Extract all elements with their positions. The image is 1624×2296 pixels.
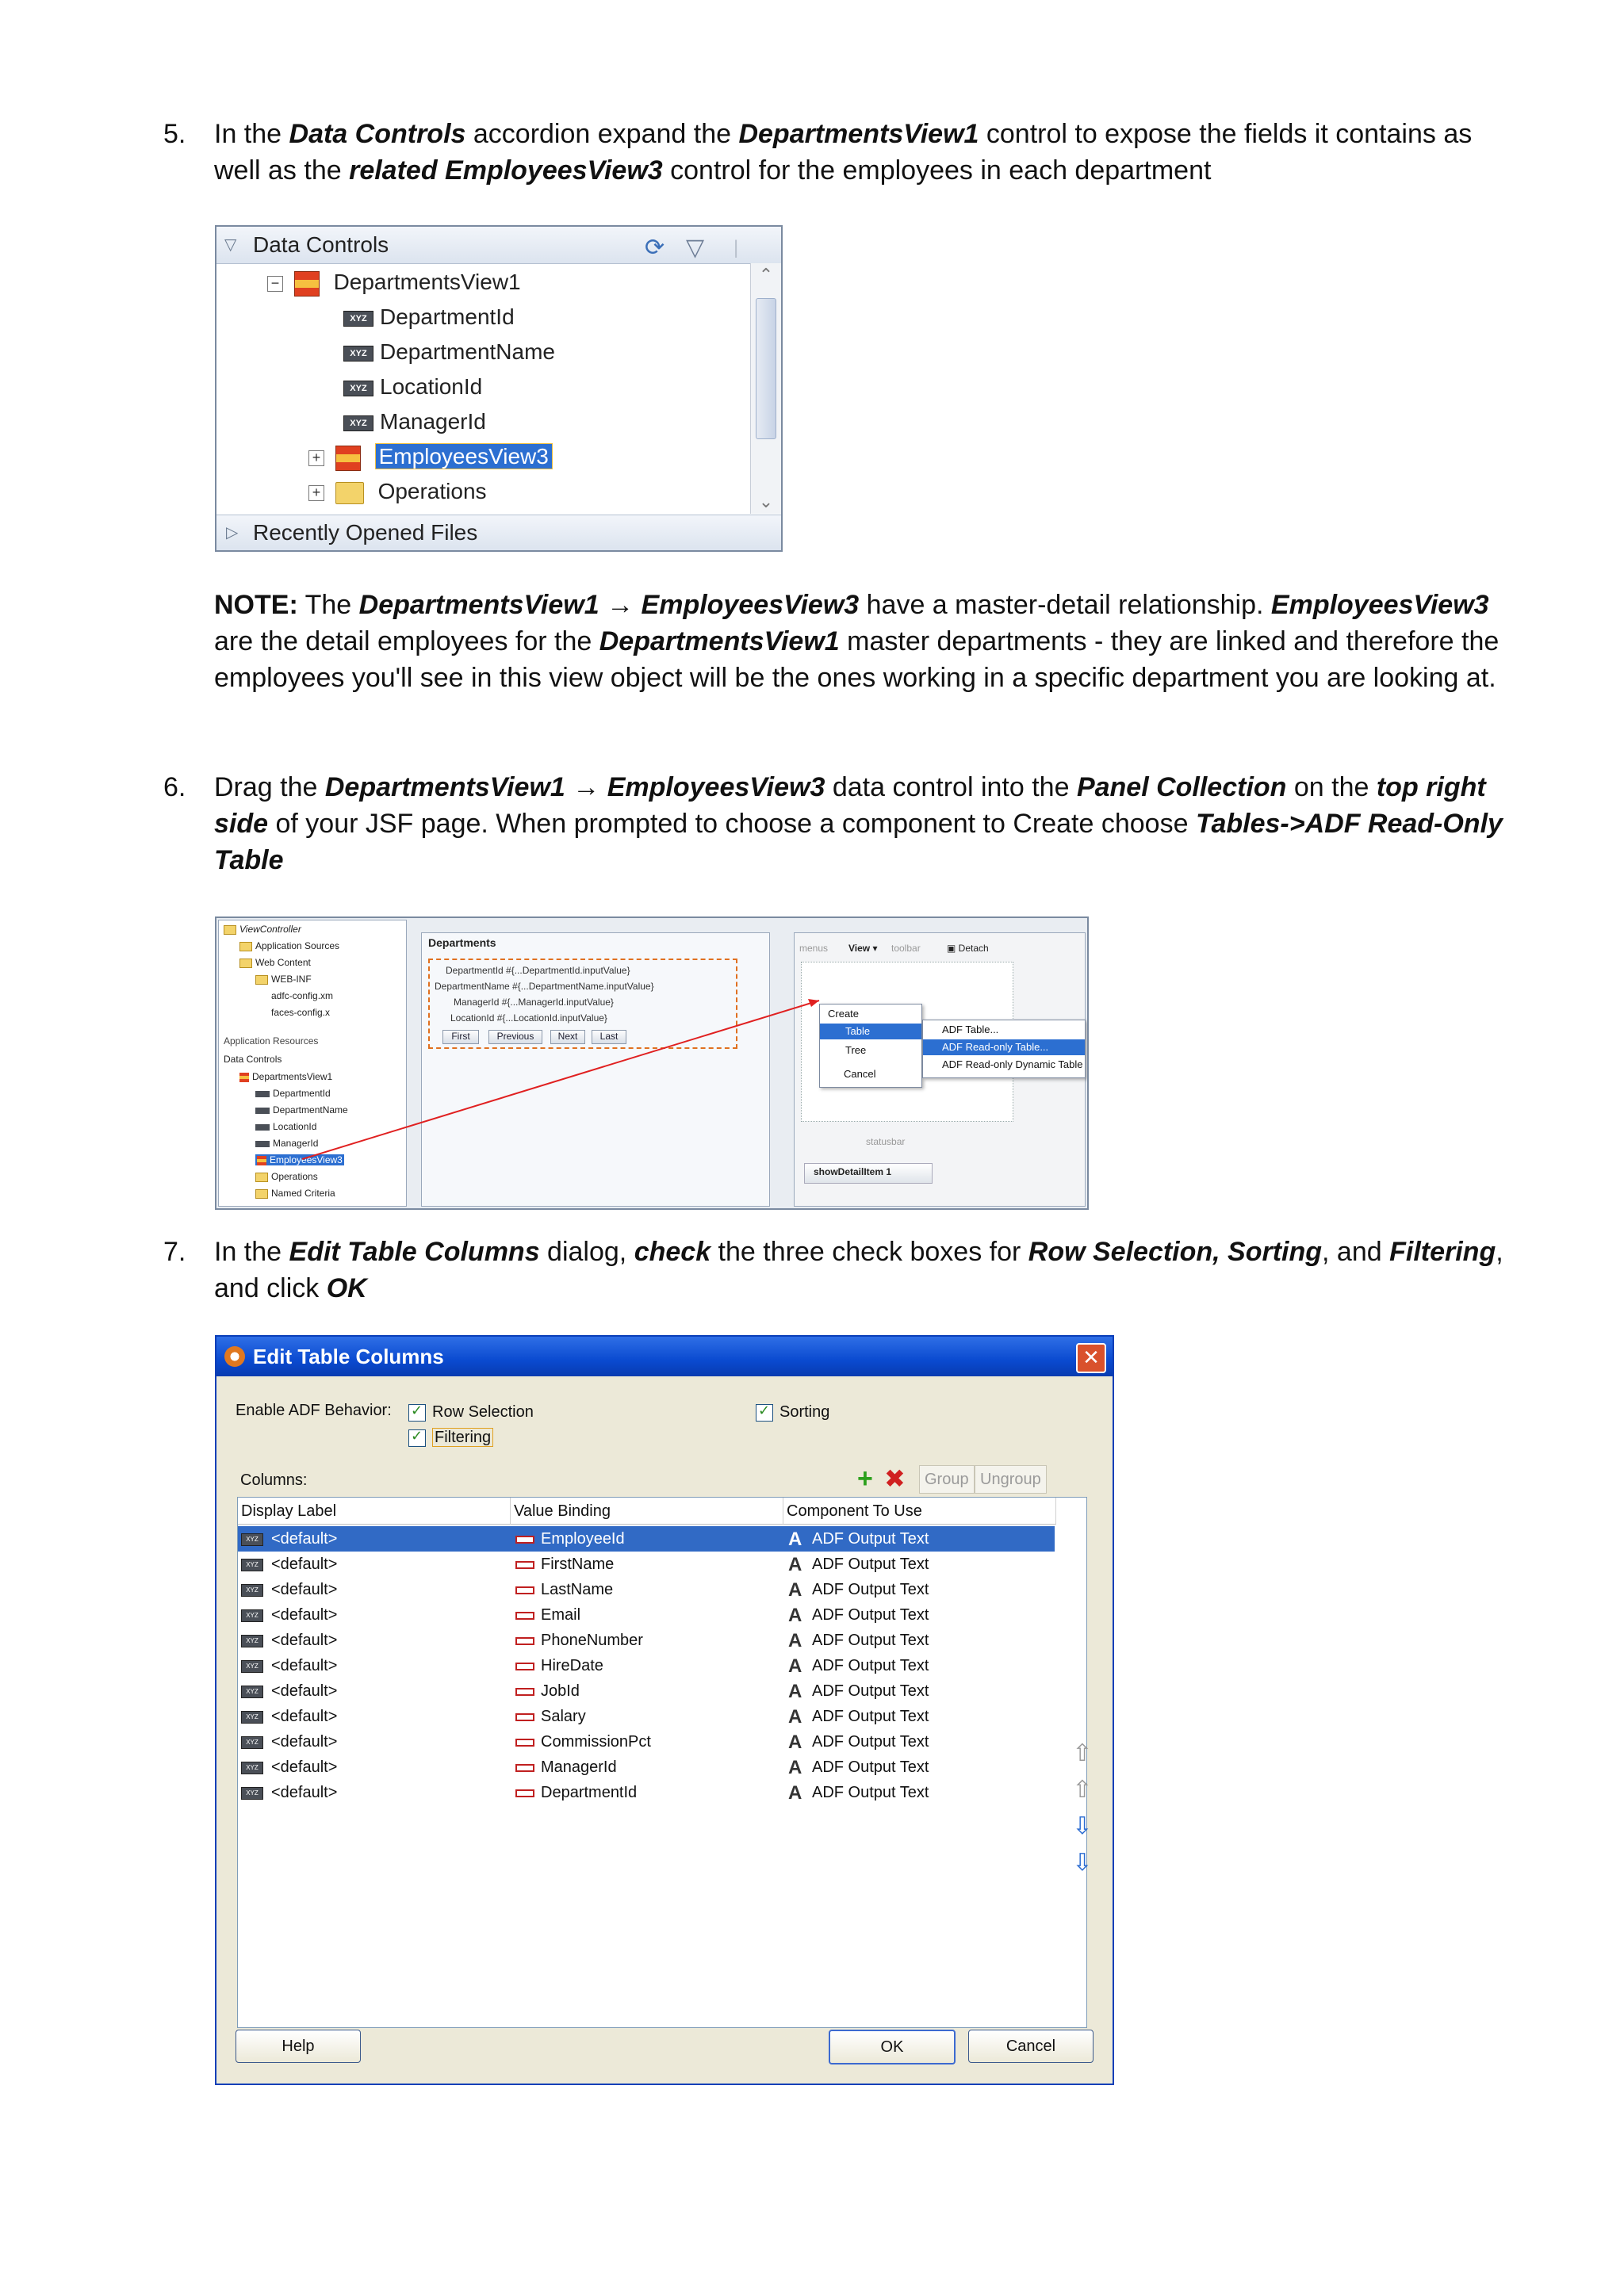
component-cell[interactable]: A ADF Output Text — [788, 1604, 929, 1626]
table-row[interactable] — [238, 1552, 1055, 1577]
filter-icon[interactable]: ▽ — [686, 235, 705, 261]
table-row[interactable] — [238, 1678, 1055, 1704]
attribute-icon: XYZ — [241, 1584, 263, 1597]
view-object-icon — [335, 446, 361, 471]
java-cup-icon — [224, 1346, 245, 1367]
previous-button[interactable]: Previous — [488, 1030, 542, 1044]
display-label-cell[interactable]: XYZ <default> — [241, 1704, 337, 1729]
attribute-icon: XYZ — [241, 1787, 263, 1800]
toolbar-facet[interactable]: toolbar — [891, 943, 921, 954]
output-text-icon: A — [788, 1655, 802, 1677]
binding-icon — [515, 1789, 534, 1797]
step-text: In the Edit Table Columns dialog, check the three check boxes for Row Selection, Sorting, and Filtering, and click OK — [214, 1237, 1503, 1303]
menu-item-adf-read-only-dynamic-table[interactable]: ADF Read-only Dynamic Table — [942, 1058, 1083, 1070]
binding-icon — [515, 1739, 534, 1747]
form-row: LocationId #{...LocationId.inputValue} — [450, 1012, 607, 1024]
display-label-cell[interactable]: XYZ <default> — [241, 1678, 337, 1704]
menu-item-tree[interactable]: Tree — [845, 1044, 867, 1056]
menu-item-adf-table[interactable]: ADF Table... — [942, 1024, 999, 1035]
step-6 — [163, 769, 1511, 878]
nav-node-web-inf[interactable]: WEB-INF — [255, 974, 312, 985]
checkbox-checked-icon[interactable] — [408, 1404, 426, 1422]
binding-icon — [515, 1561, 534, 1569]
collapse-triangle-icon[interactable]: ▽ — [224, 236, 237, 254]
menu-item-adf-read-only-table[interactable]: ADF Read-only Table... — [923, 1039, 1085, 1055]
departments-form-title: Departments — [428, 936, 496, 949]
nav-node-viewcontroller[interactable]: ViewController — [224, 924, 301, 935]
statusbar-facet: statusbar — [866, 1136, 906, 1147]
tree-node-field[interactable]: XYZ DepartmentName — [343, 336, 555, 368]
edit-table-columns-dialog — [215, 1335, 1114, 2085]
output-text-icon: A — [788, 1578, 802, 1601]
sorting-checkbox[interactable]: ✓ Sorting — [756, 1403, 829, 1422]
data-controls-tree — [216, 263, 749, 514]
value-binding-cell[interactable]: DepartmentId — [515, 1780, 637, 1805]
component-cell[interactable]: A ADF Output Text — [788, 1731, 929, 1753]
display-label-cell[interactable]: XYZ <default> — [241, 1577, 337, 1602]
move-up-icon[interactable]: ⇧ — [1072, 1777, 1093, 1803]
value-binding-cell[interactable]: Salary — [515, 1704, 586, 1729]
first-button[interactable]: First — [442, 1030, 479, 1044]
step-7 — [163, 1234, 1511, 1307]
nav-node-app-sources[interactable]: Application Sources — [239, 940, 339, 951]
attribute-icon: XYZ — [241, 1762, 263, 1774]
attribute-icon: XYZ — [241, 1559, 263, 1571]
component-cell[interactable]: A ADF Output Text — [788, 1781, 929, 1804]
move-to-top-icon[interactable]: ⇧ — [1072, 1740, 1093, 1766]
tree-node-field[interactable]: XYZ DepartmentId — [343, 301, 515, 333]
component-cell[interactable]: A ADF Output Text — [788, 1629, 929, 1651]
nav-node-field[interactable]: ManagerId — [255, 1138, 318, 1149]
data-controls-screenshot — [215, 225, 783, 552]
nav-node-field[interactable]: DepartmentName — [255, 1104, 348, 1115]
form-row: ManagerId #{...ManagerId.inputValue} — [454, 997, 614, 1008]
expand-icon[interactable]: + — [308, 450, 324, 466]
nav-node-field[interactable]: DepartmentId — [255, 1088, 331, 1099]
component-cell[interactable]: A ADF Output Text — [788, 1705, 929, 1728]
attribute-icon: XYZ — [241, 1635, 263, 1647]
output-text-icon: A — [788, 1528, 802, 1550]
table-row[interactable] — [238, 1577, 1055, 1602]
tree-node-operations[interactable]: + Operations — [308, 476, 487, 507]
output-text-icon: A — [788, 1680, 802, 1702]
binding-icon — [515, 1586, 534, 1594]
nav-node-operations[interactable]: Operations — [255, 1171, 318, 1182]
menu-item-table[interactable]: Table — [820, 1024, 921, 1039]
next-button[interactable]: Next — [550, 1030, 585, 1044]
value-binding-cell[interactable]: CommissionPct — [515, 1729, 651, 1755]
drag-drop-screenshot — [215, 916, 1089, 1210]
view-menu[interactable]: View ▾ — [848, 943, 878, 954]
nav-node-named-criteria[interactable]: Named Criteria — [255, 1188, 335, 1199]
table-row[interactable] — [238, 1602, 1055, 1628]
ok-button[interactable]: OK — [829, 2030, 956, 2064]
component-cell[interactable]: A ADF Output Text — [788, 1553, 929, 1575]
binding-icon — [515, 1536, 534, 1544]
output-text-icon: A — [788, 1731, 802, 1753]
tree-node-field[interactable]: XYZ ManagerId — [343, 406, 486, 438]
output-text-icon: A — [788, 1629, 802, 1651]
note-text: NOTE: The DepartmentsView1 → EmployeesView3 have a master-detail relationship. EmployeesView3 are the detail employees for the DepartmentsView1 master departments - they are linked and therefore the employees you'll see in this view object will be the ones working in a specific department you are looking at. — [214, 590, 1500, 693]
filtering-checkbox[interactable]: ✓Filtering — [408, 1429, 493, 1447]
value-binding-cell[interactable]: Email — [515, 1602, 580, 1628]
output-text-icon: A — [788, 1781, 802, 1804]
binding-icon — [515, 1612, 534, 1620]
attribute-icon: XYZ — [241, 1711, 263, 1724]
nav-app-resources-header[interactable]: Application Resources — [224, 1035, 319, 1047]
component-cell[interactable]: A ADF Output Text — [788, 1655, 929, 1677]
attribute-icon: XYZ — [241, 1686, 263, 1698]
menus-facet[interactable]: menus — [799, 943, 829, 954]
step-number: 5. — [163, 119, 186, 149]
display-label-cell[interactable]: XYZ <default> — [241, 1755, 337, 1780]
data-controls-header[interactable] — [216, 227, 781, 264]
attribute-icon: XYZ — [343, 311, 373, 327]
display-label-cell[interactable]: XYZ <default> — [241, 1602, 337, 1628]
ungroup-button[interactable]: Ungroup — [975, 1465, 1047, 1494]
recently-opened-files-header[interactable]: ▷ Recently Opened Files — [216, 515, 781, 550]
checkbox-checked-icon[interactable] — [408, 1429, 426, 1447]
nav-node-departmentsview1[interactable]: DepartmentsView1 — [239, 1071, 332, 1082]
nav-node-adfc-config[interactable]: adfc-config.xm — [271, 990, 334, 1001]
table-row[interactable] — [238, 1755, 1055, 1780]
show-detail-tab-label: showDetailItem 1 — [814, 1166, 892, 1177]
component-cell[interactable]: A ADF Output Text — [788, 1578, 929, 1601]
value-binding-cell[interactable]: FirstName — [515, 1552, 614, 1577]
step-5 — [163, 116, 1511, 189]
nav-node-faces-config[interactable]: faces-config.x — [271, 1007, 331, 1018]
display-label-cell[interactable]: XYZ <default> — [241, 1628, 337, 1653]
attribute-icon: XYZ — [241, 1533, 263, 1546]
nav-node-employeesview3[interactable]: EmployeesView3 — [255, 1154, 344, 1165]
column-header-component[interactable]: Component To Use — [783, 1498, 1056, 1525]
binding-icon — [515, 1637, 534, 1645]
step-text: In the Data Controls accordion expand the DepartmentsView1 control to expose the fields it contains as well as the related EmployeesView3 control for the employees in each department — [214, 119, 1473, 186]
group-button[interactable]: Group — [919, 1465, 975, 1494]
step-number: 7. — [163, 1237, 186, 1267]
value-binding-cell[interactable]: ManagerId — [515, 1755, 617, 1780]
attribute-icon: XYZ — [241, 1609, 263, 1622]
note — [163, 587, 1511, 696]
columns-table — [237, 1497, 1087, 2028]
attribute-icon: XYZ — [241, 1736, 263, 1749]
refresh-icon[interactable]: ⟳ — [645, 235, 665, 261]
tree-node-field[interactable]: XYZ LocationId — [343, 371, 482, 403]
component-cell[interactable]: A ADF Output Text — [788, 1680, 929, 1702]
table-row[interactable] — [238, 1729, 1055, 1755]
output-text-icon: A — [788, 1756, 802, 1778]
row-selection-checkbox[interactable]: ✓ Row Selection — [408, 1403, 534, 1422]
attribute-icon: XYZ — [343, 346, 373, 362]
step-text: Drag the DepartmentsView1 → EmployeesView3 data control into the Panel Collection on the top right side of your JSF page. When prompted to choose a component to Create choose Tables->ADF Read-Only Table — [214, 772, 1503, 875]
detach-icon: ▣ — [947, 943, 959, 954]
table-row[interactable] — [238, 1628, 1055, 1653]
scroll-up-icon[interactable]: ⌃ — [758, 265, 774, 285]
add-column-icon[interactable]: + — [857, 1464, 873, 1494]
component-cell[interactable]: A ADF Output Text — [788, 1528, 929, 1550]
binding-icon — [515, 1688, 534, 1696]
component-cell[interactable]: A ADF Output Text — [788, 1756, 929, 1778]
output-text-icon: A — [788, 1705, 802, 1728]
binding-icon — [515, 1764, 534, 1772]
detach-button[interactable]: ▣ Detach — [947, 943, 989, 954]
attribute-icon: XYZ — [343, 415, 373, 431]
nav-data-controls-header[interactable]: Data Controls — [224, 1054, 282, 1065]
dialog-title-bar[interactable] — [216, 1337, 1113, 1376]
scroll-down-icon[interactable]: ⌄ — [758, 492, 774, 511]
menu-item-cancel[interactable]: Cancel — [844, 1068, 876, 1080]
divider: | — [733, 237, 739, 258]
help-button[interactable]: Help — [236, 2030, 361, 2063]
output-text-icon: A — [788, 1604, 802, 1626]
expand-triangle-icon[interactable]: ▷ — [226, 524, 239, 541]
view-object-icon — [294, 271, 320, 297]
binding-icon — [515, 1713, 534, 1721]
checkbox-checked-icon[interactable] — [756, 1404, 773, 1422]
move-down-icon[interactable]: ⇩ — [1072, 1813, 1093, 1839]
menu-item-create: Create — [828, 1008, 860, 1020]
attribute-icon: XYZ — [241, 1660, 263, 1673]
nav-node-field[interactable]: LocationId — [255, 1121, 316, 1132]
value-binding-cell[interactable]: HireDate — [515, 1653, 603, 1678]
vertical-scrollbar[interactable] — [750, 263, 781, 514]
table-row[interactable] — [238, 1704, 1055, 1729]
move-to-bottom-icon[interactable]: ⇩ — [1072, 1850, 1093, 1876]
binding-icon — [515, 1663, 534, 1670]
expand-icon[interactable]: + — [308, 485, 324, 501]
table-row[interactable] — [238, 1653, 1055, 1678]
display-label-cell[interactable]: XYZ <default> — [241, 1552, 337, 1577]
value-binding-cell[interactable]: PhoneNumber — [515, 1628, 643, 1653]
attribute-icon: XYZ — [343, 381, 373, 396]
cancel-button[interactable]: Cancel — [968, 2030, 1094, 2063]
scrollbar-thumb[interactable] — [756, 298, 776, 439]
display-label-cell[interactable]: XYZ <default> — [241, 1653, 337, 1678]
dialog-title: Edit Table Columns — [253, 1345, 444, 1368]
collapse-icon[interactable]: − — [267, 276, 283, 292]
form-row: DepartmentName #{...DepartmentName.inputValue} — [435, 981, 654, 992]
value-binding-cell[interactable]: LastName — [515, 1577, 613, 1602]
columns-label: Columns: — [240, 1471, 308, 1489]
drag-path-line — [216, 918, 1087, 1208]
nav-node-web-content[interactable]: Web Content — [239, 957, 311, 968]
display-label-cell[interactable]: XYZ <default> — [241, 1729, 337, 1755]
delete-column-icon[interactable]: ✖ — [884, 1464, 906, 1493]
enable-adf-behavior-label: Enable ADF Behavior: — [236, 1402, 392, 1419]
table-row[interactable] — [238, 1780, 1055, 1805]
tree-node-departmentsview1[interactable]: − DepartmentsView1 — [267, 266, 521, 298]
close-button[interactable]: ✕ — [1076, 1343, 1106, 1373]
tree-node-employeesview3[interactable]: + EmployeesView3 — [308, 441, 553, 473]
form-row: DepartmentId #{...DepartmentId.inputValue} — [446, 965, 630, 976]
column-header-value-binding[interactable]: Value Binding — [511, 1498, 783, 1525]
display-label-cell[interactable]: XYZ <default> — [241, 1526, 337, 1552]
table-row[interactable] — [238, 1526, 1055, 1552]
data-controls-title: Data Controls — [253, 232, 389, 257]
value-binding-cell[interactable]: JobId — [515, 1678, 580, 1704]
folder-icon — [335, 482, 364, 504]
column-header-display-label[interactable]: Display Label — [238, 1498, 511, 1525]
step-number: 6. — [163, 772, 186, 802]
last-button[interactable]: Last — [592, 1030, 626, 1044]
value-binding-cell[interactable]: EmployeeId — [515, 1526, 625, 1552]
output-text-icon: A — [788, 1553, 802, 1575]
display-label-cell[interactable]: XYZ <default> — [241, 1780, 337, 1805]
